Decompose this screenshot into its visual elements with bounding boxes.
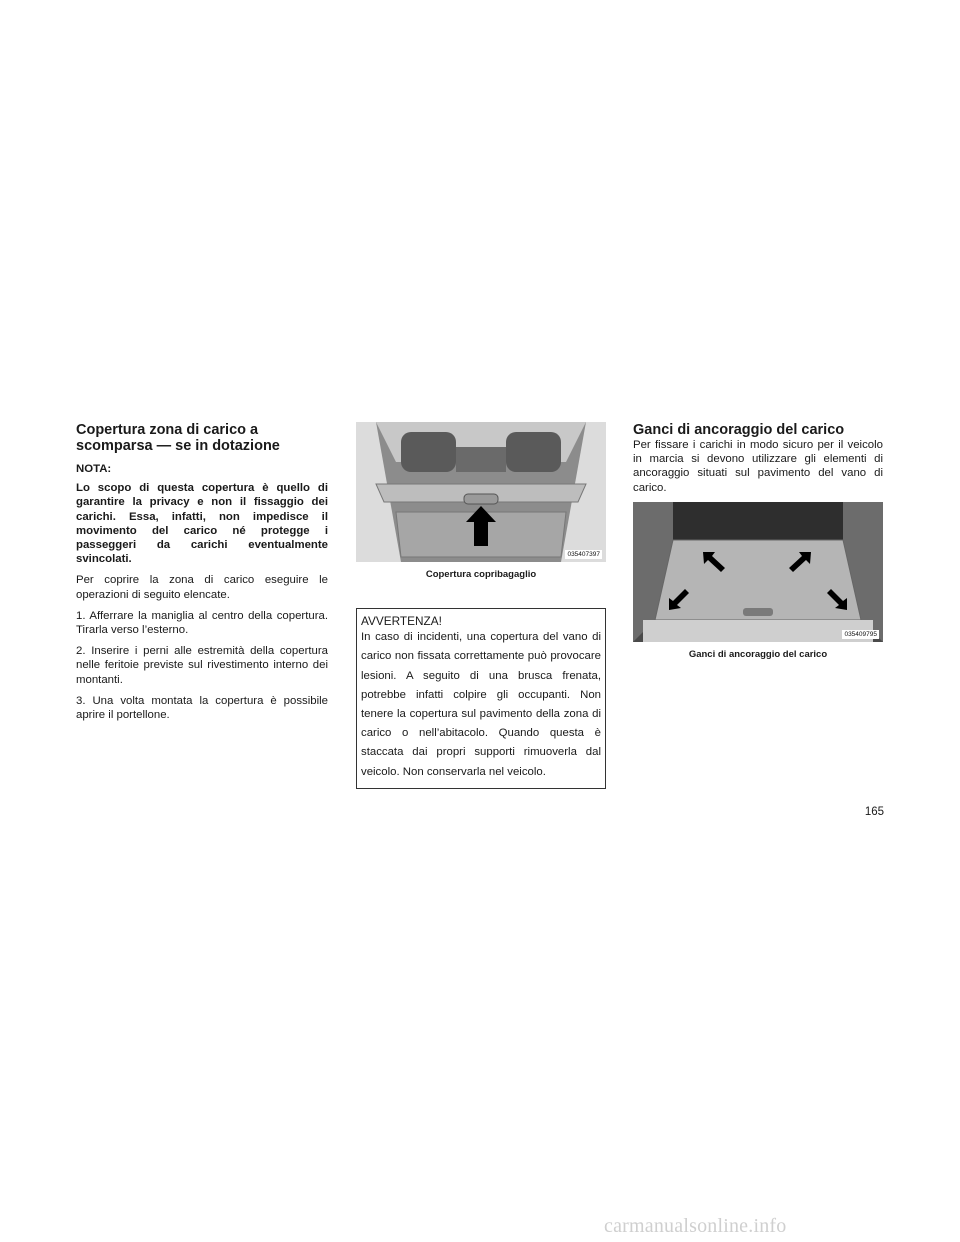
middle-column: [356, 422, 606, 789]
watermark: carmanualsonline.info: [604, 1215, 787, 1237]
step-3: 3. Una volta montata la copertura è possibile aprire il portellone.: [76, 694, 328, 722]
warning-body: In caso di incidenti, una copertura del vano di carico non fissata correttamente può provocare lesioni. A seguito di una brusca frenata, potrebbe infatti colpire gli occupanti. Non tenere la copertura sul pavimento della zona di carico o nell’abitacolo. Quando questa è staccata dai propri supporti rimuoverla dal veicolo. Non conservarla nel veicolo.: [361, 631, 601, 778]
tie-down-illustration: [633, 502, 883, 642]
step-2: 2. Inserire i perni alle estremità della copertura nelle feritoie previste sul rivestimento interno dei montanti.: [76, 645, 328, 686]
page-number: 165: [864, 806, 884, 818]
cargo-cover-illustration: [356, 422, 606, 562]
tie-down-photo: [633, 502, 883, 642]
left-column: [76, 422, 328, 729]
right-column: [633, 422, 883, 662]
tie-downs-body: Per fissare i carichi in modo sicuro per il veicolo in marcia si devono utilizzare gli elementi di ancoraggio situati sul pavimento del vano di carico.: [633, 439, 883, 494]
intro-paragraph: Per coprire la zona di carico eseguire le operazioni di seguito elencate.: [76, 574, 328, 601]
note-body: Lo scopo di questa copertura è quello di garantire la privacy e non il fissaggio dei carichi. Essa, infatti, non impedisce il movimento del carico né protegge i passeggeri da carichi eventualmente svincolati.: [76, 482, 328, 566]
warning-box: [356, 608, 606, 789]
figure-caption: Ganci di ancoraggio del carico: [688, 648, 828, 660]
note-title: NOTA:: [76, 463, 112, 475]
figure-code: 035407397: [567, 551, 600, 558]
cargo-cover-photo: [356, 422, 606, 562]
figure-code: 035409795: [844, 630, 877, 638]
figure-caption: Copertura copribagaglio: [425, 569, 537, 580]
warning-title: AVVERTENZA!: [361, 614, 442, 629]
section-title-tie-downs: Ganci di ancoraggio del carico: [633, 422, 845, 438]
section-title-cargo-cover: Copertura zona di carico a scomparsa — se in dotazione: [76, 422, 280, 454]
step-1: 1. Afferrare la maniglia al centro della copertura. Tirarla verso l’esterno.: [76, 609, 328, 637]
